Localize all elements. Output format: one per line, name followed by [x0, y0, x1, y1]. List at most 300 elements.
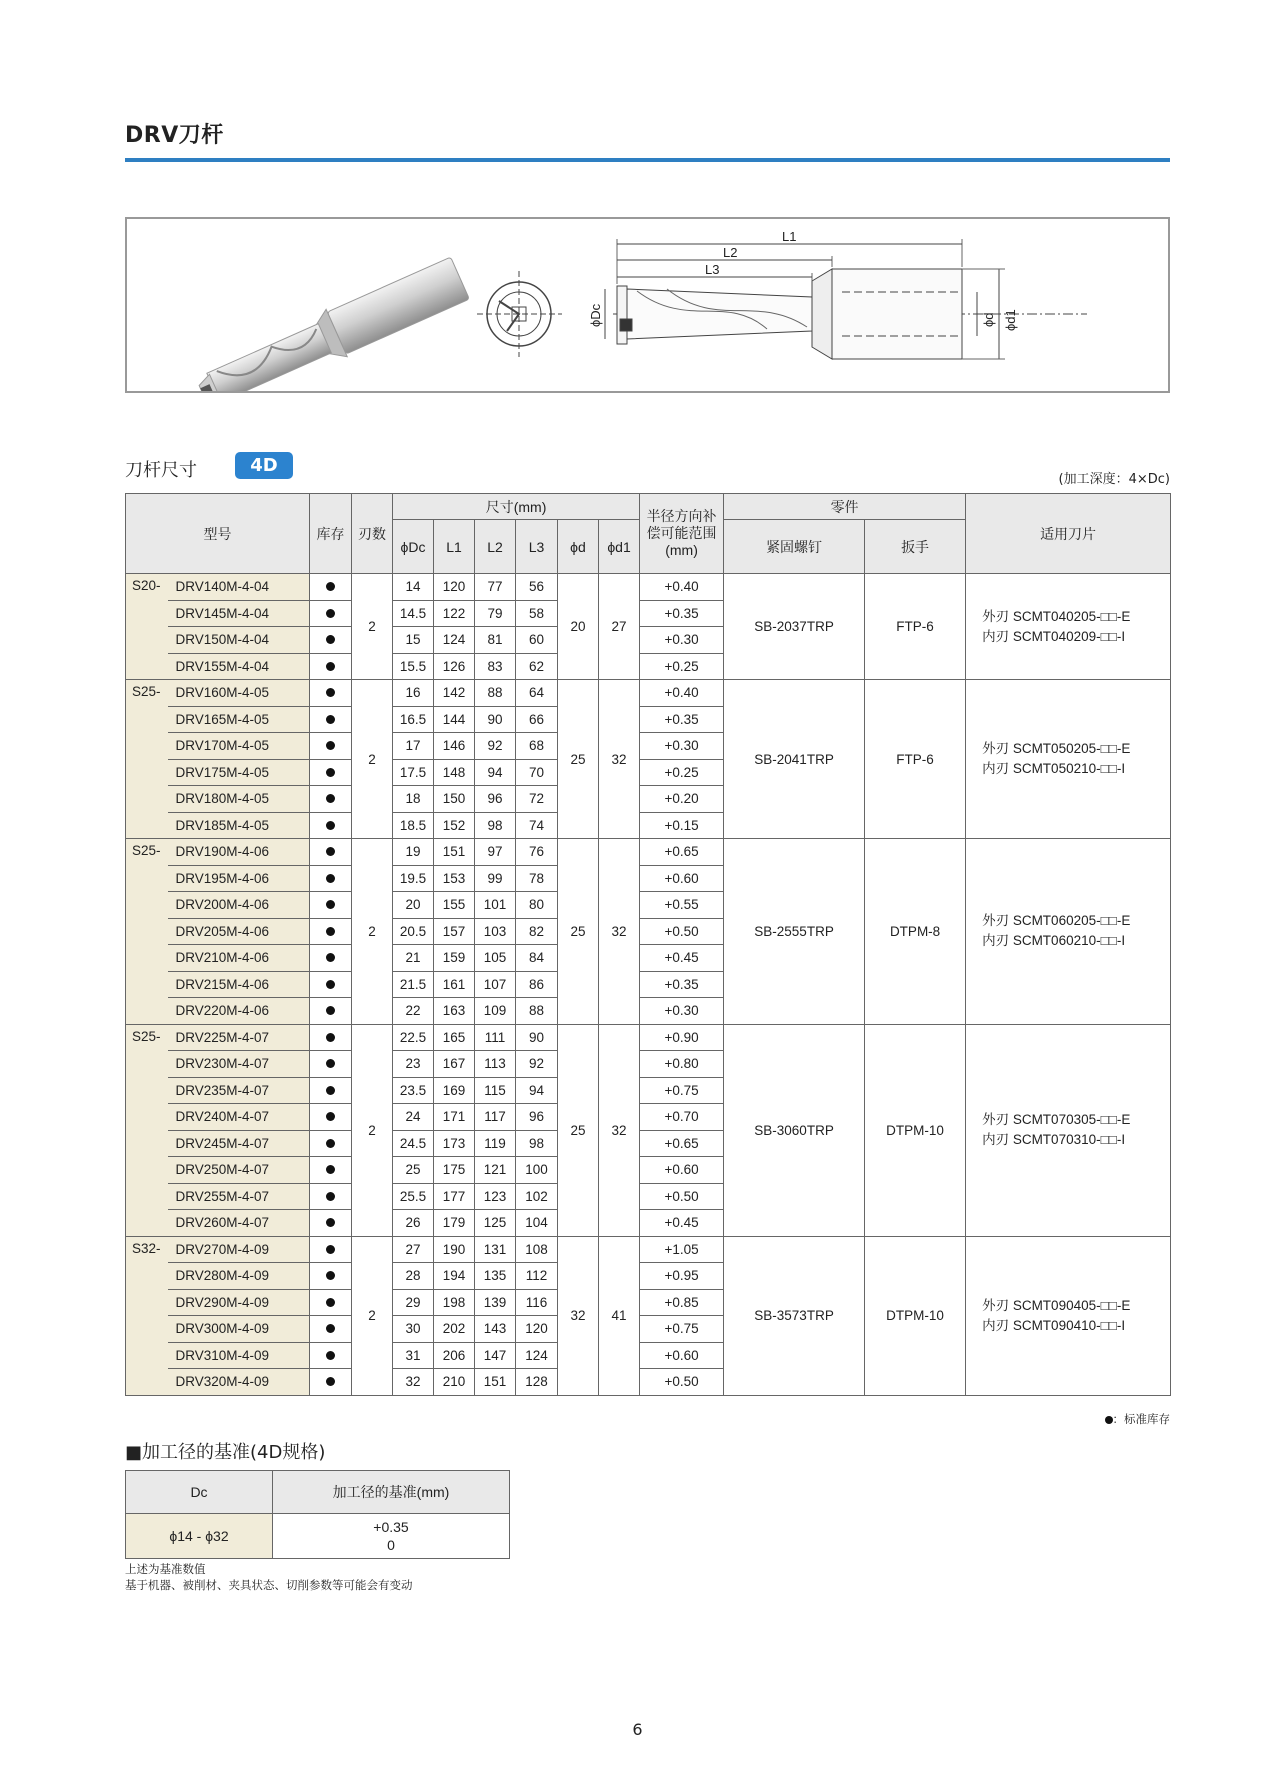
comp-cell: +0.60 [640, 1342, 724, 1369]
l1-cell: 159 [434, 945, 475, 972]
comp-cell: +0.95 [640, 1263, 724, 1290]
model-cell: DRV155M-4-04 [168, 653, 310, 680]
comp-cell: +0.75 [640, 1077, 724, 1104]
model-cell: DRV145M-4-04 [168, 600, 310, 627]
stock-cell [310, 1104, 352, 1131]
dc-cell: 19 [393, 839, 434, 866]
l3-cell: 96 [516, 1104, 558, 1131]
ref-std-lower: 0 [387, 1537, 395, 1553]
comp-cell: +0.60 [640, 1157, 724, 1184]
l2-cell: 79 [475, 600, 516, 627]
d1-cell: 32 [599, 839, 640, 1025]
l3-cell: 124 [516, 1342, 558, 1369]
shank-dimension-table [125, 493, 1171, 1396]
l2-cell: 83 [475, 653, 516, 680]
table-row [126, 574, 1171, 601]
model-cell: DRV175M-4-05 [168, 759, 310, 786]
d-cell: 25 [558, 680, 599, 839]
l3-cell: 64 [516, 680, 558, 707]
stock-legend [1105, 1411, 1171, 1427]
comp-cell: +0.15 [640, 812, 724, 839]
reference-note-1: 上述为基准数值 [125, 1562, 206, 1576]
stock-cell [310, 892, 352, 919]
stock-cell [310, 865, 352, 892]
l1-cell: 122 [434, 600, 475, 627]
l1-cell: 210 [434, 1369, 475, 1396]
model-cell: DRV195M-4-06 [168, 865, 310, 892]
l3-cell: 98 [516, 1130, 558, 1157]
header-l2: L2 [475, 520, 516, 574]
stock-cell [310, 1157, 352, 1184]
comp-cell: +0.40 [640, 574, 724, 601]
header-model: 型号 [126, 494, 310, 574]
stock-dot-icon [326, 1165, 335, 1174]
l2-cell: 119 [475, 1130, 516, 1157]
stock-dot-icon [326, 927, 335, 936]
dc-cell: 21 [393, 945, 434, 972]
stock-dot-icon [326, 768, 335, 777]
series-label: S32- [126, 1236, 168, 1395]
stock-cell [310, 1369, 352, 1396]
stock-dot-icon [326, 1192, 335, 1201]
stock-cell [310, 1342, 352, 1369]
model-cell: DRV165M-4-05 [168, 706, 310, 733]
comp-cell: +0.35 [640, 706, 724, 733]
l1-cell: 167 [434, 1051, 475, 1078]
table-row [126, 1236, 1171, 1263]
model-cell: DRV180M-4-05 [168, 786, 310, 813]
reference-table [125, 1470, 510, 1559]
depth-badge: 4D [235, 452, 293, 479]
header-stock: 库存 [310, 494, 352, 574]
stock-dot-icon [326, 1351, 335, 1360]
header-dims: 尺寸(mm) [393, 494, 640, 520]
insert-outer: 外刃 SCMT040205-□□-E [982, 608, 1131, 624]
stock-dot-icon [326, 1298, 335, 1307]
drill-photo [192, 254, 471, 391]
ref-header-dc: Dc [126, 1471, 273, 1514]
insert-cell [966, 680, 1171, 839]
model-cell: DRV205M-4-06 [168, 918, 310, 945]
stock-cell [310, 812, 352, 839]
l3-cell: 80 [516, 892, 558, 919]
section-label: 刀杆尺寸 [125, 460, 197, 481]
model-cell: DRV210M-4-06 [168, 945, 310, 972]
model-cell: DRV300M-4-09 [168, 1316, 310, 1343]
comp-cell: +0.50 [640, 1183, 724, 1210]
dc-cell: 16 [393, 680, 434, 707]
stock-dot-icon [326, 1139, 335, 1148]
depth-note: (加工深度：4×Dc) [1058, 472, 1170, 487]
stock-dot-icon [326, 582, 335, 591]
l1-cell: 126 [434, 653, 475, 680]
table-row [126, 1024, 1171, 1051]
model-cell: DRV140M-4-04 [168, 574, 310, 601]
d-cell: 20 [558, 574, 599, 680]
l1-cell: 148 [434, 759, 475, 786]
stock-cell [310, 1210, 352, 1237]
stock-cell [310, 653, 352, 680]
l2-cell: 97 [475, 839, 516, 866]
ref-std-value [273, 1514, 510, 1559]
stock-dot-icon [326, 1271, 335, 1280]
model-cell: DRV240M-4-07 [168, 1104, 310, 1131]
stock-cell [310, 1236, 352, 1263]
l1-cell: 198 [434, 1289, 475, 1316]
l3-cell: 104 [516, 1210, 558, 1237]
d-cell: 32 [558, 1236, 599, 1395]
comp-cell: +0.80 [640, 1051, 724, 1078]
flutes-cell: 2 [352, 839, 393, 1025]
model-cell: DRV170M-4-05 [168, 733, 310, 760]
l3-cell: 72 [516, 786, 558, 813]
series-label: S25- [126, 680, 168, 839]
model-cell: DRV250M-4-07 [168, 1157, 310, 1184]
l2-cell: 151 [475, 1369, 516, 1396]
l1-cell: 202 [434, 1316, 475, 1343]
dim-label-l2: L2 [723, 245, 738, 260]
dim-label-dc: ϕDc [588, 303, 603, 327]
insert-inner: 内刃 SCMT040209-□□-I [982, 628, 1126, 644]
stock-dot-icon [326, 1112, 335, 1121]
comp-cell: +0.50 [640, 918, 724, 945]
l3-cell: 86 [516, 971, 558, 998]
l3-cell: 82 [516, 918, 558, 945]
stock-cell [310, 733, 352, 760]
insert-cell [966, 1236, 1171, 1395]
stock-cell [310, 627, 352, 654]
stock-dot-icon [326, 1033, 335, 1042]
d1-cell: 32 [599, 1024, 640, 1236]
dc-cell: 27 [393, 1236, 434, 1263]
stock-cell [310, 998, 352, 1025]
comp-cell: +0.35 [640, 971, 724, 998]
l3-cell: 78 [516, 865, 558, 892]
dc-cell: 23.5 [393, 1077, 434, 1104]
model-cell: DRV290M-4-09 [168, 1289, 310, 1316]
insert-inner: 内刃 SCMT070310-□□-I [982, 1132, 1126, 1147]
stock-dot-icon [326, 741, 335, 750]
l1-cell: 175 [434, 1157, 475, 1184]
dc-cell: 14.5 [393, 600, 434, 627]
model-cell: DRV230M-4-07 [168, 1051, 310, 1078]
ref-std-upper: +0.35 [373, 1519, 409, 1535]
comp-cell: +0.45 [640, 945, 724, 972]
reference-title: ■加工径的基准(4D规格) [125, 1442, 326, 1463]
comp-cell: +0.85 [640, 1289, 724, 1316]
insert-cell [966, 839, 1171, 1025]
l2-cell: 103 [475, 918, 516, 945]
comp-cell: +0.35 [640, 600, 724, 627]
dc-cell: 22 [393, 998, 434, 1025]
l1-cell: 146 [434, 733, 475, 760]
insert-outer: 外刃 SCMT070305-□□-E [982, 1112, 1131, 1127]
comp-cell: +0.30 [640, 627, 724, 654]
dc-cell: 15 [393, 627, 434, 654]
dc-cell: 26 [393, 1210, 434, 1237]
stock-dot-icon [326, 980, 335, 989]
stock-dot-icon [326, 1086, 335, 1095]
l1-cell: 171 [434, 1104, 475, 1131]
l3-cell: 90 [516, 1024, 558, 1051]
l2-cell: 90 [475, 706, 516, 733]
insert-outer: 外刃 SCMT050205-□□-E [982, 741, 1131, 756]
l2-cell: 117 [475, 1104, 516, 1131]
stock-dot-icon [326, 1245, 335, 1254]
stock-dot-icon [326, 847, 335, 856]
model-cell: DRV280M-4-09 [168, 1263, 310, 1290]
dc-cell: 23 [393, 1051, 434, 1078]
dc-cell: 20 [393, 892, 434, 919]
series-label: S25- [126, 839, 168, 1025]
l1-cell: 161 [434, 971, 475, 998]
insert-inner: 内刃 SCMT090410-□□-I [982, 1317, 1126, 1333]
stock-dot-icon [326, 1006, 335, 1015]
stock-cell [310, 1077, 352, 1104]
l3-cell: 100 [516, 1157, 558, 1184]
stock-dot-icon [326, 662, 335, 671]
l3-cell: 70 [516, 759, 558, 786]
ref-dc-value: ϕ14 - ϕ32 [126, 1514, 273, 1559]
l2-cell: 111 [475, 1024, 516, 1051]
dc-cell: 28 [393, 1263, 434, 1290]
dc-cell: 14 [393, 574, 434, 601]
l1-cell: 120 [434, 574, 475, 601]
l3-cell: 68 [516, 733, 558, 760]
legend-text: ：标准库存 [1112, 1412, 1170, 1426]
d-cell: 25 [558, 1024, 599, 1236]
l3-cell: 92 [516, 1051, 558, 1078]
comp-cell: +0.30 [640, 998, 724, 1025]
header-dc: ϕDc [393, 520, 434, 574]
model-cell: DRV220M-4-06 [168, 998, 310, 1025]
reference-note-2: 基于机器、被削材、夹具状态、切削参数等可能会有变动 [125, 1578, 413, 1592]
dc-cell: 30 [393, 1316, 434, 1343]
stock-dot-icon [326, 635, 335, 644]
l2-cell: 98 [475, 812, 516, 839]
title-rule [125, 158, 1170, 162]
l3-cell: 116 [516, 1289, 558, 1316]
wrench-cell: DTPM-8 [865, 839, 966, 1025]
insert-inner: 内刃 SCMT060210-□□-I [982, 933, 1126, 949]
comp-cell: +0.90 [640, 1024, 724, 1051]
l3-cell: 128 [516, 1369, 558, 1396]
dim-label-d: ϕd [981, 312, 996, 327]
model-cell: DRV310M-4-09 [168, 1342, 310, 1369]
stock-cell [310, 680, 352, 707]
stock-dot-icon [326, 794, 335, 803]
dc-cell: 31 [393, 1342, 434, 1369]
stock-cell [310, 1051, 352, 1078]
l1-cell: 144 [434, 706, 475, 733]
l3-cell: 76 [516, 839, 558, 866]
dc-cell: 18 [393, 786, 434, 813]
model-cell: DRV185M-4-05 [168, 812, 310, 839]
l2-cell: 105 [475, 945, 516, 972]
flutes-cell: 2 [352, 680, 393, 839]
stock-dot-icon [1105, 1416, 1113, 1424]
l2-cell: 121 [475, 1157, 516, 1184]
dc-cell: 21.5 [393, 971, 434, 998]
dc-cell: 32 [393, 1369, 434, 1396]
table-row [126, 839, 1171, 866]
header-d: ϕd [558, 520, 599, 574]
series-label: S25- [126, 1024, 168, 1236]
stock-cell [310, 1130, 352, 1157]
stock-dot-icon [326, 900, 335, 909]
l3-cell: 120 [516, 1316, 558, 1343]
stock-cell [310, 786, 352, 813]
stock-cell [310, 706, 352, 733]
insert-outer: 外刃 SCMT060205-□□-E [982, 913, 1131, 929]
l1-cell: 155 [434, 892, 475, 919]
l2-cell: 109 [475, 998, 516, 1025]
header-comp: 半径方向补偿可能范围(mm) [640, 494, 724, 574]
drill-figure-box [125, 217, 1170, 393]
flutes-cell: 2 [352, 1024, 393, 1236]
l2-cell: 125 [475, 1210, 516, 1237]
model-cell: DRV160M-4-05 [168, 680, 310, 707]
page-number: 6 [632, 1720, 643, 1739]
screw-cell: SB-3060TRP [724, 1024, 865, 1236]
dim-label-l1: L1 [782, 229, 797, 244]
model-cell: DRV200M-4-06 [168, 892, 310, 919]
l2-cell: 101 [475, 892, 516, 919]
comp-cell: +0.25 [640, 759, 724, 786]
l3-cell: 108 [516, 1236, 558, 1263]
ref-header-std: 加工径的基准(mm) [273, 1471, 510, 1514]
stock-cell [310, 1263, 352, 1290]
l1-cell: 163 [434, 998, 475, 1025]
comp-cell: +0.20 [640, 786, 724, 813]
comp-cell: +0.70 [640, 1104, 724, 1131]
l1-cell: 150 [434, 786, 475, 813]
l1-cell: 190 [434, 1236, 475, 1263]
comp-cell: +0.65 [640, 1130, 724, 1157]
model-cell: DRV320M-4-09 [168, 1369, 310, 1396]
stock-dot-icon [326, 1324, 335, 1333]
page-title: DRV刀杆 [125, 123, 224, 148]
l1-cell: 169 [434, 1077, 475, 1104]
l2-cell: 94 [475, 759, 516, 786]
d1-cell: 32 [599, 680, 640, 839]
dc-cell: 19.5 [393, 865, 434, 892]
dc-cell: 24.5 [393, 1130, 434, 1157]
header-parts: 零件 [724, 494, 966, 520]
side-view [605, 239, 1087, 359]
header-insert: 适用刀片 [966, 494, 1171, 574]
stock-dot-icon [326, 688, 335, 697]
dc-cell: 16.5 [393, 706, 434, 733]
series-label: S20- [126, 574, 168, 680]
wrench-cell: FTP-6 [865, 680, 966, 839]
comp-cell: +0.60 [640, 865, 724, 892]
l3-cell: 60 [516, 627, 558, 654]
dc-cell: 29 [393, 1289, 434, 1316]
table-body [126, 574, 1171, 1396]
l2-cell: 143 [475, 1316, 516, 1343]
dc-cell: 17.5 [393, 759, 434, 786]
l1-cell: 153 [434, 865, 475, 892]
l2-cell: 123 [475, 1183, 516, 1210]
screw-cell: SB-2041TRP [724, 680, 865, 839]
l2-cell: 147 [475, 1342, 516, 1369]
screw-cell: SB-2555TRP [724, 839, 865, 1025]
dc-cell: 25 [393, 1157, 434, 1184]
stock-dot-icon [326, 821, 335, 830]
header-d1: ϕd1 [599, 520, 640, 574]
insert-cell [966, 1024, 1171, 1236]
model-cell: DRV245M-4-07 [168, 1130, 310, 1157]
insert-inner: 内刃 SCMT050210-□□-I [982, 761, 1126, 776]
l1-cell: 142 [434, 680, 475, 707]
model-cell: DRV190M-4-06 [168, 839, 310, 866]
stock-dot-icon [326, 874, 335, 883]
stock-dot-icon [326, 715, 335, 724]
l1-cell: 206 [434, 1342, 475, 1369]
l3-cell: 66 [516, 706, 558, 733]
model-cell: DRV215M-4-06 [168, 971, 310, 998]
comp-cell: +0.30 [640, 733, 724, 760]
wrench-cell: DTPM-10 [865, 1024, 966, 1236]
stock-dot-icon [326, 609, 335, 618]
model-cell: DRV260M-4-07 [168, 1210, 310, 1237]
stock-cell [310, 971, 352, 998]
end-view [477, 271, 562, 357]
dim-label-d1: ϕd1 [1003, 309, 1018, 331]
flutes-cell: 2 [352, 1236, 393, 1395]
l1-cell: 124 [434, 627, 475, 654]
dc-cell: 25.5 [393, 1183, 434, 1210]
l2-cell: 88 [475, 680, 516, 707]
dc-cell: 15.5 [393, 653, 434, 680]
l1-cell: 157 [434, 918, 475, 945]
l1-cell: 173 [434, 1130, 475, 1157]
l3-cell: 94 [516, 1077, 558, 1104]
comp-cell: +0.25 [640, 653, 724, 680]
l3-cell: 74 [516, 812, 558, 839]
wrench-cell: DTPM-10 [865, 1236, 966, 1395]
d1-cell: 27 [599, 574, 640, 680]
header-wrench: 扳手 [865, 520, 966, 574]
dc-cell: 20.5 [393, 918, 434, 945]
dc-cell: 24 [393, 1104, 434, 1131]
dc-cell: 18.5 [393, 812, 434, 839]
stock-cell [310, 1289, 352, 1316]
screw-cell: SB-2037TRP [724, 574, 865, 680]
header-l1: L1 [434, 520, 475, 574]
table-row [126, 680, 1171, 707]
comp-cell: +0.55 [640, 892, 724, 919]
l1-cell: 177 [434, 1183, 475, 1210]
l3-cell: 84 [516, 945, 558, 972]
d-cell: 25 [558, 839, 599, 1025]
comp-cell: +0.75 [640, 1316, 724, 1343]
l2-cell: 135 [475, 1263, 516, 1290]
l1-cell: 152 [434, 812, 475, 839]
wrench-cell: FTP-6 [865, 574, 966, 680]
comp-cell: +0.40 [640, 680, 724, 707]
stock-dot-icon [326, 953, 335, 962]
stock-cell [310, 945, 352, 972]
insert-cell [966, 574, 1171, 680]
comp-cell: +0.50 [640, 1369, 724, 1396]
stock-cell [310, 1024, 352, 1051]
comp-cell: +0.45 [640, 1210, 724, 1237]
header-l3: L3 [516, 520, 558, 574]
l2-cell: 113 [475, 1051, 516, 1078]
l3-cell: 112 [516, 1263, 558, 1290]
